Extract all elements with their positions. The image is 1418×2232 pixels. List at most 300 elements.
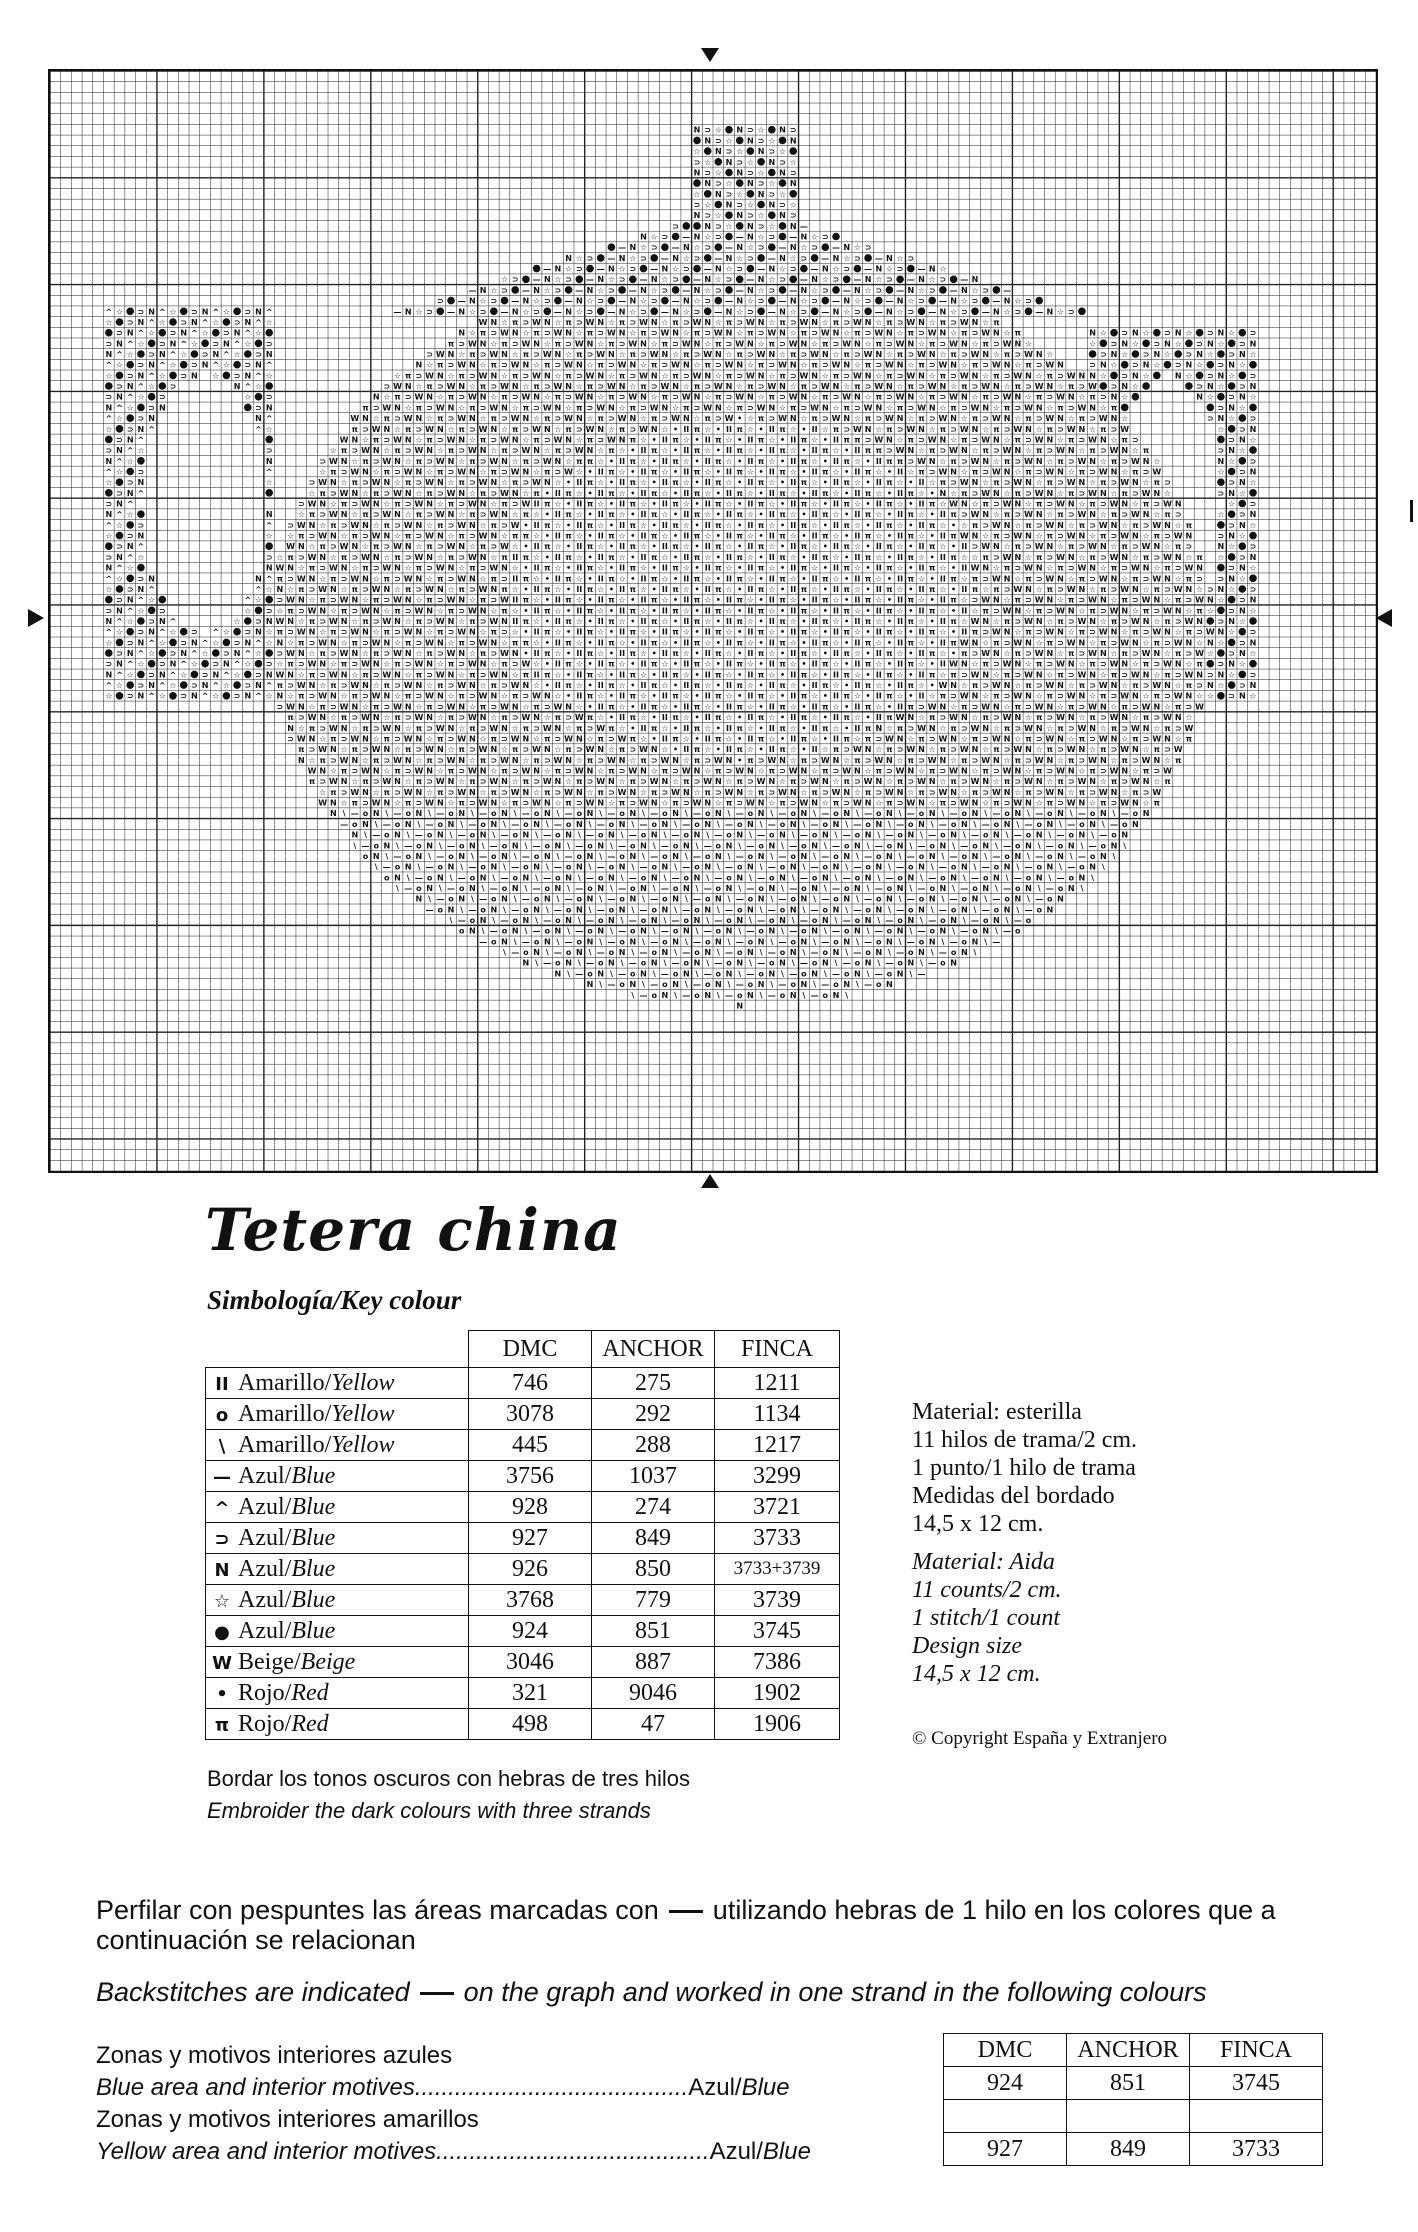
svg-text:☆: ☆ — [1068, 521, 1075, 530]
svg-text:N: N — [683, 297, 690, 306]
svg-text:☆: ☆ — [832, 681, 839, 690]
svg-text:N: N — [1250, 510, 1257, 519]
svg-text:☆: ☆ — [790, 201, 797, 210]
svg-text:π: π — [865, 468, 871, 477]
svg-text:W: W — [1077, 457, 1086, 466]
symbol-icon: ☆ — [212, 1591, 232, 1612]
svg-text:II: II — [512, 574, 518, 583]
svg-text:W: W — [521, 393, 530, 402]
svg-text:π: π — [523, 553, 529, 562]
svg-text:π: π — [480, 649, 486, 658]
svg-text:☆: ☆ — [576, 489, 583, 498]
svg-text:N: N — [811, 371, 818, 380]
svg-text:☆: ☆ — [576, 468, 583, 477]
svg-text:II: II — [876, 521, 882, 530]
svg-text:⊃: ⊃ — [127, 585, 134, 594]
svg-text:N: N — [629, 297, 636, 306]
svg-text:—: — — [714, 254, 722, 263]
svg-text:•: • — [737, 478, 742, 487]
svg-text:⊃: ⊃ — [416, 799, 423, 808]
svg-text:☆: ☆ — [255, 649, 262, 658]
svg-text:☆: ☆ — [640, 735, 647, 744]
svg-text:π: π — [1004, 564, 1010, 573]
svg-text:W: W — [1206, 628, 1215, 637]
svg-text:π: π — [1122, 649, 1128, 658]
svg-text:⊃: ⊃ — [1250, 329, 1257, 338]
svg-text:⊃: ⊃ — [704, 211, 711, 220]
svg-text:π: π — [1057, 617, 1063, 626]
svg-text:☆: ☆ — [683, 564, 690, 573]
svg-text:π: π — [416, 564, 422, 573]
svg-text:N: N — [555, 403, 562, 412]
svg-text:N: N — [1079, 425, 1086, 434]
svg-text:⊃: ⊃ — [662, 788, 669, 797]
svg-text:⊃: ⊃ — [833, 767, 840, 776]
svg-text:II: II — [512, 596, 518, 605]
svg-text:π: π — [844, 628, 850, 637]
svg-text:π: π — [822, 532, 828, 541]
svg-text:π: π — [448, 767, 454, 776]
svg-text:π: π — [950, 457, 956, 466]
svg-text:π: π — [972, 521, 978, 530]
svg-text:N: N — [1250, 681, 1257, 690]
svg-text:π: π — [459, 425, 465, 434]
svg-text:W: W — [308, 713, 317, 722]
svg-text:π: π — [544, 670, 550, 679]
svg-text:•: • — [930, 489, 935, 498]
svg-text:W: W — [361, 660, 370, 669]
svg-text:π: π — [972, 735, 978, 744]
svg-text:W: W — [853, 318, 862, 327]
svg-text:N: N — [1186, 532, 1193, 541]
svg-text:^: ^ — [148, 425, 155, 434]
svg-text:⊃: ⊃ — [758, 297, 765, 306]
svg-text:N: N — [127, 435, 134, 444]
svg-text:⊃: ⊃ — [309, 532, 316, 541]
svg-text:W: W — [479, 745, 488, 754]
svg-text:☆: ☆ — [832, 265, 839, 274]
svg-text:⊃: ⊃ — [662, 286, 669, 295]
svg-text:⊃: ⊃ — [1228, 564, 1235, 573]
svg-text:π: π — [480, 596, 486, 605]
svg-text:☆: ☆ — [437, 713, 444, 722]
svg-text:N: N — [330, 745, 337, 754]
svg-text:π: π — [972, 788, 978, 797]
svg-text:^: ^ — [244, 382, 251, 391]
symbol-icon: II — [212, 1374, 232, 1395]
svg-text:π: π — [565, 553, 571, 562]
center-marker-left — [28, 609, 44, 627]
svg-text:π: π — [662, 767, 668, 776]
svg-text:π: π — [437, 788, 443, 797]
svg-text:W: W — [286, 649, 295, 658]
svg-text:^: ^ — [148, 585, 155, 594]
svg-text:W: W — [447, 489, 456, 498]
svg-text:II: II — [555, 596, 561, 605]
svg-text:☆: ☆ — [993, 724, 1000, 733]
svg-text:N: N — [940, 382, 947, 391]
svg-text:II: II — [812, 468, 818, 477]
svg-text:W: W — [1003, 339, 1012, 348]
svg-text:☆: ☆ — [1132, 713, 1139, 722]
svg-text:☆: ☆ — [790, 553, 797, 562]
svg-text:π: π — [918, 788, 924, 797]
svg-text:N: N — [790, 179, 797, 188]
key-colour-table — [205, 1330, 840, 1740]
svg-text:π: π — [822, 767, 828, 776]
svg-text:☆: ☆ — [693, 414, 700, 423]
svg-text:N: N — [640, 393, 647, 402]
svg-text:☆: ☆ — [1057, 542, 1064, 551]
svg-text:•: • — [844, 702, 849, 711]
svg-text:☆: ☆ — [704, 158, 711, 167]
svg-text:⊃: ⊃ — [972, 382, 979, 391]
svg-text:☆: ☆ — [1143, 745, 1150, 754]
svg-text:⊃: ⊃ — [779, 339, 786, 348]
svg-text:π: π — [459, 638, 465, 647]
svg-text:☆: ☆ — [1239, 403, 1246, 412]
svg-text:W: W — [393, 489, 402, 498]
svg-text:W: W — [960, 638, 969, 647]
svg-text:⊃: ⊃ — [501, 735, 508, 744]
svg-text:•: • — [609, 628, 614, 637]
svg-text:⊃: ⊃ — [1239, 596, 1246, 605]
svg-text:•: • — [844, 638, 849, 647]
svg-text:π: π — [737, 350, 743, 359]
svg-text:☆: ☆ — [1143, 692, 1150, 701]
svg-text:W: W — [564, 735, 573, 744]
svg-text:⊃: ⊃ — [362, 585, 369, 594]
svg-text:II: II — [769, 446, 775, 455]
svg-text:•: • — [737, 756, 742, 765]
svg-text:—: — — [511, 297, 519, 306]
svg-text:⊃: ⊃ — [341, 735, 348, 744]
svg-text:•: • — [673, 425, 678, 434]
svg-text:N: N — [629, 788, 636, 797]
svg-text:☆: ☆ — [1036, 532, 1043, 541]
svg-text:N: N — [1239, 564, 1246, 573]
svg-text:⊃: ⊃ — [448, 468, 455, 477]
svg-text:II: II — [747, 478, 753, 487]
svg-text:⊃: ⊃ — [405, 553, 412, 562]
svg-text:π: π — [437, 735, 443, 744]
svg-text:☆: ☆ — [341, 478, 348, 487]
svg-text:N: N — [383, 799, 390, 808]
svg-text:⊃: ⊃ — [886, 275, 893, 284]
svg-text:W: W — [949, 660, 958, 669]
svg-text:π: π — [737, 553, 743, 562]
svg-text:W: W — [382, 670, 391, 679]
svg-text:W: W — [553, 702, 562, 711]
svg-text:N: N — [822, 403, 829, 412]
svg-text:⊃: ⊃ — [416, 478, 423, 487]
svg-text:π: π — [1079, 414, 1085, 423]
svg-text:π: π — [598, 414, 604, 423]
svg-text:N: N — [1004, 414, 1011, 423]
svg-text:W: W — [842, 339, 851, 348]
svg-text:•: • — [609, 500, 614, 509]
svg-text:☆: ☆ — [747, 638, 754, 647]
svg-text:II: II — [641, 660, 647, 669]
svg-text:—: — — [725, 297, 733, 306]
svg-text:W: W — [564, 788, 573, 797]
svg-text:—: — — [447, 307, 455, 316]
svg-text:☆: ☆ — [640, 243, 647, 252]
svg-text:N: N — [138, 371, 145, 380]
svg-text:π: π — [758, 500, 764, 509]
svg-text:⊃: ⊃ — [458, 606, 465, 615]
key-anchor: 274 — [592, 1492, 715, 1523]
svg-text:⊃: ⊃ — [533, 724, 540, 733]
svg-text:N: N — [811, 799, 818, 808]
svg-text:•: • — [951, 628, 956, 637]
svg-text:☆: ☆ — [619, 446, 626, 455]
svg-text:⊃: ⊃ — [662, 233, 669, 242]
svg-text:☆: ☆ — [383, 446, 390, 455]
svg-text:•: • — [630, 660, 635, 669]
svg-text:—: — — [597, 265, 605, 274]
svg-text:II: II — [747, 521, 753, 530]
svg-text:⊃: ⊃ — [640, 350, 647, 359]
zone-en-2: Yellow area and interior motives.........................................Azul/Blue — [96, 2136, 811, 2168]
svg-text:⊃: ⊃ — [1089, 735, 1096, 744]
bs-header-dmc: DMC — [944, 2034, 1067, 2067]
svg-text:☆: ☆ — [747, 660, 754, 669]
svg-text:W: W — [553, 756, 562, 765]
svg-text:☆: ☆ — [939, 457, 946, 466]
svg-text:N: N — [277, 585, 284, 594]
svg-text:☆: ☆ — [747, 681, 754, 690]
svg-text:☆: ☆ — [1100, 724, 1107, 733]
svg-text:II: II — [598, 510, 604, 519]
svg-text:II: II — [662, 478, 668, 487]
svg-text:☆: ☆ — [854, 457, 861, 466]
svg-text:π: π — [715, 521, 721, 530]
svg-text:π: π — [394, 660, 400, 669]
svg-text:⊃: ⊃ — [501, 788, 508, 797]
svg-text:π: π — [865, 735, 871, 744]
svg-text:☆: ☆ — [661, 446, 668, 455]
svg-text:☆: ☆ — [736, 190, 743, 199]
svg-text:^: ^ — [255, 371, 262, 380]
svg-text:•: • — [887, 553, 892, 562]
svg-text:•: • — [866, 692, 871, 701]
cross-stitch-chart — [48, 69, 1378, 1173]
svg-text:☆: ☆ — [362, 756, 369, 765]
svg-text:π: π — [1004, 510, 1010, 519]
svg-text:⊃: ⊃ — [1057, 638, 1064, 647]
svg-text:•: • — [652, 713, 657, 722]
svg-text:⊃: ⊃ — [341, 681, 348, 690]
svg-text:⊃: ⊃ — [715, 179, 722, 188]
svg-text:π: π — [854, 435, 860, 444]
svg-text:⊃: ⊃ — [619, 339, 626, 348]
svg-text:W: W — [628, 339, 637, 348]
svg-text:π: π — [672, 713, 678, 722]
svg-text:π: π — [694, 660, 700, 669]
key-row: N Azul/Blue 926 850 3733+3739 — [206, 1554, 840, 1585]
svg-text:π: π — [950, 638, 956, 647]
svg-text:☆: ☆ — [597, 500, 604, 509]
svg-text:☆: ☆ — [790, 425, 797, 434]
svg-text:π: π — [983, 393, 989, 402]
svg-text:π: π — [491, 628, 497, 637]
svg-text:II: II — [726, 532, 732, 541]
svg-text:☆: ☆ — [1057, 649, 1064, 658]
svg-text:π: π — [587, 478, 593, 487]
svg-text:N: N — [341, 510, 348, 519]
svg-text:N: N — [694, 339, 701, 348]
svg-text:⊃: ⊃ — [597, 756, 604, 765]
svg-text:N: N — [1036, 564, 1043, 573]
svg-text:☆: ☆ — [779, 265, 786, 274]
svg-text:II: II — [683, 724, 689, 733]
svg-text:II: II — [662, 457, 668, 466]
svg-text:⊃: ⊃ — [1004, 745, 1011, 754]
svg-text:•: • — [523, 564, 528, 573]
svg-text:W: W — [521, 767, 530, 776]
svg-text:π: π — [1143, 553, 1149, 562]
svg-text:⊃: ⊃ — [758, 222, 765, 231]
svg-text:π: π — [619, 799, 625, 808]
svg-text:N: N — [490, 692, 497, 701]
svg-text:☆: ☆ — [886, 350, 893, 359]
svg-text:N: N — [469, 574, 476, 583]
svg-text:☆: ☆ — [447, 638, 454, 647]
svg-text:N: N — [918, 799, 925, 808]
svg-text:⊃: ⊃ — [597, 435, 604, 444]
svg-text:☆: ☆ — [1025, 446, 1032, 455]
svg-text:N: N — [1239, 606, 1246, 615]
svg-text:⊃: ⊃ — [298, 660, 305, 669]
svg-text:π: π — [993, 745, 999, 754]
svg-text:W: W — [340, 702, 349, 711]
svg-text:⊃: ⊃ — [512, 339, 519, 348]
svg-text:N: N — [426, 393, 433, 402]
svg-text:⊃: ⊃ — [1004, 799, 1011, 808]
svg-text:N: N — [319, 606, 326, 615]
svg-text:•: • — [545, 681, 550, 690]
svg-text:☆: ☆ — [875, 574, 882, 583]
svg-text:W: W — [628, 767, 637, 776]
svg-text:N: N — [1089, 777, 1096, 786]
svg-text:N: N — [565, 435, 572, 444]
svg-text:N: N — [1004, 297, 1011, 306]
svg-text:N: N — [651, 371, 658, 380]
svg-text:⊃: ⊃ — [1014, 777, 1021, 786]
svg-text:W: W — [1067, 799, 1076, 808]
svg-text:☆: ☆ — [672, 777, 679, 786]
svg-text:☆: ☆ — [501, 692, 508, 701]
svg-text:⊃: ⊃ — [822, 361, 829, 370]
svg-text:☆: ☆ — [533, 297, 540, 306]
svg-text:☆: ☆ — [533, 553, 540, 562]
svg-text:W: W — [404, 521, 413, 530]
svg-text:W: W — [318, 532, 327, 541]
svg-text:π: π — [1111, 457, 1117, 466]
svg-text:II: II — [534, 585, 540, 594]
svg-text:π: π — [352, 478, 358, 487]
svg-text:☆: ☆ — [961, 297, 968, 306]
svg-text:N: N — [950, 297, 957, 306]
svg-text:π: π — [897, 403, 903, 412]
svg-text:W: W — [1142, 596, 1151, 605]
svg-text:☆: ☆ — [619, 553, 626, 562]
svg-text:N: N — [726, 382, 733, 391]
svg-text:☆: ☆ — [512, 585, 519, 594]
svg-text:II: II — [833, 713, 839, 722]
svg-text:π: π — [737, 777, 743, 786]
svg-text:⊃: ⊃ — [555, 361, 562, 370]
svg-text:π: π — [384, 628, 390, 637]
svg-text:π: π — [865, 788, 871, 797]
svg-text:π: π — [469, 724, 475, 733]
svg-text:W: W — [639, 745, 648, 754]
svg-text:⊃: ⊃ — [972, 756, 979, 765]
svg-text:☆: ☆ — [929, 692, 936, 701]
svg-text:π: π — [598, 735, 604, 744]
svg-text:W: W — [1013, 799, 1022, 808]
svg-text:π: π — [523, 403, 529, 412]
svg-text:N: N — [234, 382, 241, 391]
svg-text:W: W — [1099, 414, 1108, 423]
svg-text:☆: ☆ — [811, 649, 818, 658]
svg-text:W: W — [1077, 724, 1086, 733]
svg-text:W: W — [382, 564, 391, 573]
svg-text:N: N — [116, 393, 123, 402]
svg-text:N: N — [672, 382, 679, 391]
svg-text:N: N — [501, 670, 508, 679]
svg-text:☆: ☆ — [533, 596, 540, 605]
svg-text:N: N — [779, 168, 786, 177]
svg-text:•: • — [801, 745, 806, 754]
svg-text:W: W — [596, 724, 605, 733]
svg-text:N: N — [105, 350, 112, 359]
svg-text:N: N — [961, 286, 968, 295]
svg-text:⊃: ⊃ — [982, 681, 989, 690]
svg-text:⊃: ⊃ — [982, 414, 989, 423]
svg-text:N: N — [1186, 585, 1193, 594]
svg-text:II: II — [576, 478, 582, 487]
svg-text:π: π — [908, 596, 914, 605]
svg-text:π: π — [865, 724, 871, 733]
svg-text:W: W — [414, 767, 423, 776]
svg-text:⊃: ⊃ — [234, 318, 241, 327]
svg-text:•: • — [887, 660, 892, 669]
svg-text:W: W — [949, 446, 958, 455]
svg-text:☆: ☆ — [918, 489, 925, 498]
svg-text:^: ^ — [212, 628, 219, 637]
svg-text:⊃: ⊃ — [1004, 478, 1011, 487]
svg-text:☆: ☆ — [725, 136, 732, 145]
svg-text:N: N — [383, 745, 390, 754]
svg-text:⊃: ⊃ — [1175, 724, 1182, 733]
svg-text:⊃: ⊃ — [405, 393, 412, 402]
svg-text:π: π — [779, 681, 785, 690]
svg-text:☆: ☆ — [854, 670, 861, 679]
svg-text:N: N — [1121, 713, 1128, 722]
svg-text:π: π — [993, 638, 999, 647]
svg-text:•: • — [716, 681, 721, 690]
svg-text:^: ^ — [255, 318, 262, 327]
svg-text:N: N — [982, 457, 989, 466]
svg-text:N: N — [1111, 628, 1118, 637]
svg-text:II: II — [705, 692, 711, 701]
svg-text:☆: ☆ — [1249, 435, 1256, 444]
svg-text:W: W — [992, 574, 1001, 583]
svg-text:^: ^ — [255, 585, 262, 594]
svg-text:⊃: ⊃ — [1100, 446, 1107, 455]
